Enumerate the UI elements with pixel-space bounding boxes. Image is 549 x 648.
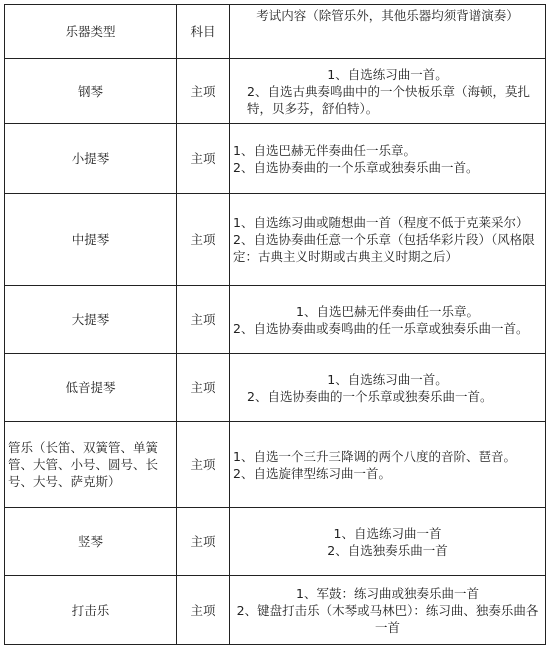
content-line: 2、键盘打击乐（木琴或马林巴）：练习曲、独奏乐曲各一首	[236, 602, 539, 635]
instrument-cell: 竖琴	[5, 508, 177, 576]
table-row	[5, 576, 546, 645]
content-line: 2、自选协奏曲的一个乐章或独奏乐曲一首。	[247, 388, 493, 404]
content-cell	[230, 576, 546, 645]
header-exam-content: 考试内容（除管乐外，其他乐器均须背谱演奏）	[230, 5, 546, 59]
table-row	[5, 124, 546, 194]
content-line: 2、自选古典奏鸣曲中的一个快板乐章（海顿，莫扎特，贝多芬，舒伯特）。	[247, 83, 530, 116]
content-cell	[230, 124, 546, 194]
instrument-cell: 钢琴	[5, 59, 177, 124]
content-cell	[230, 194, 546, 286]
content-line: 1、自选巴赫无伴奏曲任一乐章。	[233, 142, 416, 158]
content-cell	[230, 508, 546, 576]
subject-cell: 主项	[177, 354, 230, 422]
table-row	[5, 354, 546, 422]
instrument-cell: 小提琴	[5, 124, 177, 194]
header-subject: 科目	[177, 5, 230, 59]
content-cell	[230, 59, 546, 124]
exam-requirements-table	[4, 4, 546, 645]
table-row	[5, 422, 546, 508]
content-line: 1、自选练习曲一首。	[327, 66, 448, 82]
instrument-cell: 大提琴	[5, 286, 177, 354]
content-line: 1、自选一个三升三降调的两个八度的音阶、琶音。	[233, 448, 516, 464]
subject-cell: 主项	[177, 576, 230, 645]
subject-cell: 主项	[177, 194, 230, 286]
content-line: 1、自选练习曲或随想曲一首（程度不低于克莱采尔）	[233, 215, 529, 230]
table-row	[5, 59, 546, 124]
header-instrument-type: 乐器类型	[5, 5, 177, 59]
subject-cell: 主项	[177, 508, 230, 576]
table-row	[5, 194, 546, 286]
content-line: 2、自选协奏曲任意一个乐章（包括华彩片段）（风格限定：古典主义时期或古典主义时期之后）	[233, 232, 535, 264]
content-cell	[230, 422, 546, 508]
table-row	[5, 286, 546, 354]
content-line: 2、自选独奏乐曲一首	[327, 542, 448, 558]
content-line: 1、自选巴赫无伴奏曲任一乐章。	[296, 303, 479, 319]
content-cell	[230, 354, 546, 422]
instrument-cell: 管乐（长笛、双簧管、单簧管、大管、小号、圆号、长号、大号、萨克斯）	[5, 422, 177, 508]
content-line: 1、自选练习曲一首	[333, 525, 442, 541]
content-cell	[230, 286, 546, 354]
instrument-cell: 低音提琴	[5, 354, 177, 422]
subject-cell: 主项	[177, 422, 230, 508]
content-line: 2、自选协奏曲或奏鸣曲的任一乐章或独奏乐曲一首。	[233, 320, 529, 336]
content-line: 2、自选协奏曲的一个乐章或独奏乐曲一首。	[233, 159, 479, 175]
subject-cell: 主项	[177, 124, 230, 194]
instrument-cell: 中提琴	[5, 194, 177, 286]
table-row	[5, 508, 546, 576]
instrument-cell: 打击乐	[5, 576, 177, 645]
content-line: 2、自选旋律型练习曲一首。	[233, 465, 391, 481]
content-line: 1、自选练习曲一首。	[327, 371, 448, 387]
subject-cell: 主项	[177, 59, 230, 124]
header-row	[5, 5, 546, 59]
content-line: 1、军鼓：练习曲或独奏乐曲一首	[296, 585, 479, 601]
subject-cell: 主项	[177, 286, 230, 354]
